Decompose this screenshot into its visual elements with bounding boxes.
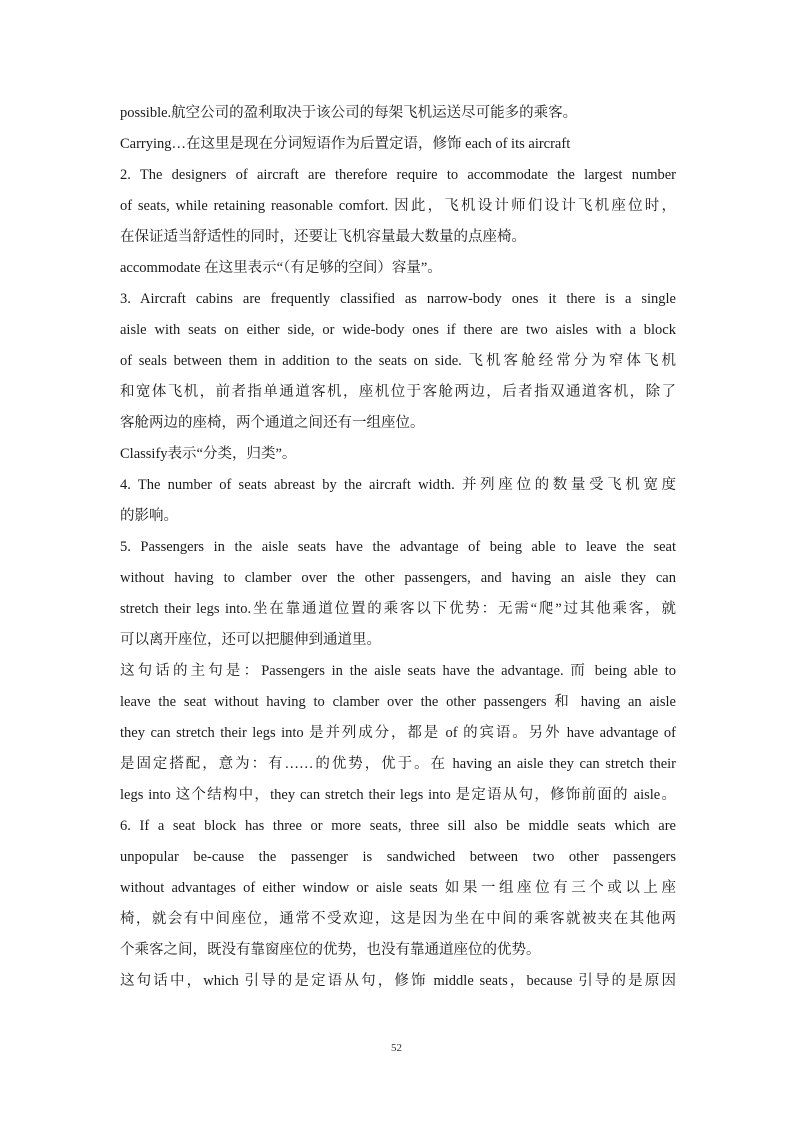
text-line: Carrying…在这里是现在分词短语作为后置定语，修饰 each of its aircraft [120, 136, 571, 152]
text-line: 是固定搭配，意为：有……的优势，优于。在 having an aisle they can stretch their [120, 756, 676, 772]
text-line: without having to clamber over the other passengers, and having an aisle they can [120, 570, 676, 586]
text-line: 这句话的主句是：Passengers in the aisle seats have the advantage. 而 being able to [120, 663, 676, 679]
text-line: stretch their legs into.坐在靠通道位置的乘客以下优势：无需“爬”过其他乘客，就 [120, 601, 676, 617]
text-line: accommodate 在这里表示“（有足够的空间）容量”。 [120, 260, 442, 276]
text-line: 椅，就会有中间座位，通常不受欢迎，这是因为坐在中间的乘客就被夹在其他两 [120, 911, 676, 927]
text-line: leave the seat without having to clamber over the other passengers 和 having an aisle [120, 694, 676, 710]
text-line: 的影响。 [120, 508, 178, 524]
text-line: without advantages of either window or aisle seats 如果一组座位有三个或以上座 [120, 880, 676, 896]
text-line: they can stretch their legs into 是并列成分，都是 of 的宾语。另外 have advantage of [120, 725, 676, 741]
text-line: 个乘客之间，既没有靠窗座位的优势，也没有靠通道座位的优势。 [120, 942, 541, 958]
page-number: 52 [391, 1042, 402, 1054]
body-text [120, 98, 676, 997]
text-line: 5. Passengers in the aisle seats have the advantage of being able to leave the seat [120, 539, 676, 555]
text-line: 3. Aircraft cabins are frequently classified as narrow-body ones it there is a single [120, 291, 676, 307]
text-line: 在保证适当舒适性的同时，还要让飞机容量最大数量的点座椅。 [120, 229, 526, 245]
text-line: Classify表示“分类，归类”。 [120, 446, 297, 462]
text-line: 6. If a seat block has three or more seats, three sill also be middle seats which are [120, 818, 676, 834]
text-line: legs into 这个结构中，they can stretch their legs into 是定语从句，修饰前面的 aisle。 [120, 787, 676, 803]
text-line: 可以离开座位，还可以把腿伸到通道里。 [120, 632, 381, 648]
text-line: possible.航空公司的盈利取决于该公司的每架飞机运送尽可能多的乘客。 [120, 105, 578, 121]
text-line: 和宽体飞机，前者指单通道客机，座机位于客舱两边，后者指双通道客机，除了 [120, 384, 676, 400]
text-line: 客舱两边的座椅，两个通道之间还有一组座位。 [120, 415, 425, 431]
text-line: 2. The designers of aircraft are therefore require to accommodate the largest number [120, 167, 676, 183]
text-line: of seats, while retaining reasonable comfort. 因此，飞机设计师们设计飞机座位时， [120, 198, 676, 214]
text-line: 这句话中，which 引导的是定语从句，修饰 middle seats，because 引导的是原因 [120, 973, 676, 989]
text-line: 4. The number of seats abreast by the aircraft width. 并列座位的数量受飞机宽度 [120, 477, 676, 493]
text-line: aisle with seats on either side, or wide-body ones if there are two aisles with a block [120, 322, 676, 338]
text-line: unpopular be-cause the passenger is sandwiched between two other passengers [120, 849, 676, 865]
text-line: of seals between them in addition to the seats on side. 飞机客舱经常分为窄体飞机 [120, 353, 676, 369]
